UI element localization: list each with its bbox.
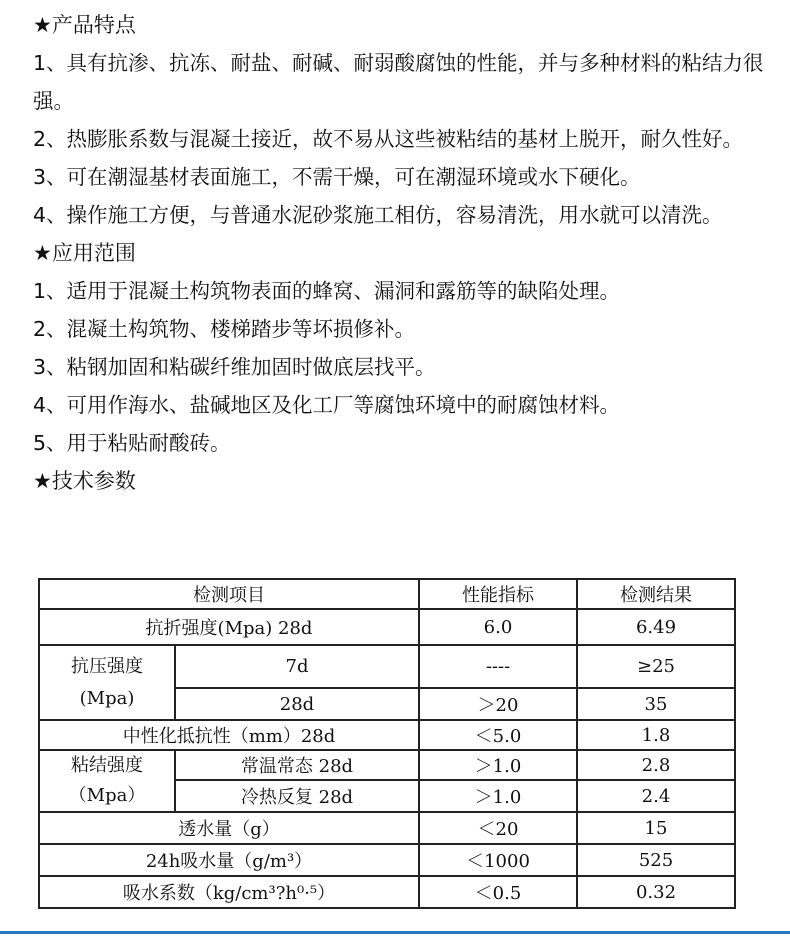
row-result: 0.32 — [577, 876, 735, 908]
header-result: 检测结果 — [577, 579, 735, 609]
table-row — [39, 812, 735, 844]
table-row — [39, 750, 735, 780]
compressive-label-line1: 抗压强度 — [71, 655, 143, 677]
row-result: 15 — [577, 812, 735, 844]
row-result: 35 — [577, 688, 735, 720]
row-result: 525 — [577, 844, 735, 876]
application-item: 5、用于粘贴耐酸砖。 — [33, 431, 231, 455]
row-spec: ＜0.5 — [419, 876, 577, 908]
row-item: 吸水系数（kg/cm³?h⁰·⁵） — [39, 876, 419, 908]
spec-table — [38, 578, 736, 909]
table-header-row — [39, 579, 735, 609]
specs-heading: ★技术参数 — [33, 469, 136, 493]
row-item: 透水量（g） — [39, 812, 419, 844]
feature-item: 4、操作施工方便，与普通水泥砂浆施工相仿，容易清洗，用水就可以清洗。 — [33, 203, 723, 227]
row-result: 6.49 — [577, 609, 735, 645]
application-item: 3、粘钢加固和粘碳纤维加固时做底层找平。 — [33, 355, 436, 379]
row-result: 1.8 — [577, 720, 735, 750]
row-spec: ＜1000 — [419, 844, 577, 876]
row-spec: ＞1.0 — [419, 780, 577, 812]
feature-item: 1、具有抗渗、抗冻、耐盐、耐碱、耐弱酸腐蚀的性能，并与多种材料的粘结力很强。 — [33, 51, 764, 113]
feature-item: 2、热膨胀系数与混凝土接近，故不易从这些被粘结的基材上脱开，耐久性好。 — [33, 127, 744, 151]
compressive-label — [39, 645, 175, 720]
bond-label-line1: 粘结强度 — [71, 755, 143, 776]
table-row — [39, 720, 735, 750]
row-spec: ＞1.0 — [419, 750, 577, 780]
bottom-rule — [0, 931, 790, 934]
compressive-label-line2: (Mpa) — [79, 687, 135, 709]
row-spec: 6.0 — [419, 609, 577, 645]
row-subitem: 28d — [175, 688, 419, 720]
table-row — [39, 844, 735, 876]
bond-label — [39, 750, 175, 812]
row-result: ≥25 — [577, 645, 735, 688]
feature-item: 3、可在潮湿基材表面施工，不需干燥，可在潮湿环境或水下硬化。 — [33, 165, 641, 189]
features-heading: ★产品特点 — [33, 13, 136, 37]
table-row — [39, 609, 735, 645]
row-spec: ＞20 — [419, 688, 577, 720]
document-body — [33, 6, 773, 500]
bond-label-line2: （Mpa） — [68, 785, 146, 806]
table-row — [39, 876, 735, 908]
row-result: 2.8 — [577, 750, 735, 780]
header-spec: 性能指标 — [419, 579, 577, 609]
header-item: 检测项目 — [39, 579, 419, 609]
application-item: 2、混凝土构筑物、楼梯踏步等坏损修补。 — [33, 317, 416, 341]
row-spec: ＜20 — [419, 812, 577, 844]
row-subitem: 7d — [175, 645, 419, 688]
row-item: 抗折强度(Mpa) 28d — [39, 609, 419, 645]
application-item: 1、适用于混凝土构筑物表面的蜂窝、漏洞和露筋等的缺陷处理。 — [33, 279, 621, 303]
row-item: 中性化抵抗性（mm）28d — [39, 720, 419, 750]
table-row — [39, 645, 735, 688]
applications-heading: ★应用范围 — [33, 241, 136, 265]
row-result: 2.4 — [577, 780, 735, 812]
application-item: 4、可用作海水、盐碱地区及化工厂等腐蚀环境中的耐腐蚀材料。 — [33, 393, 621, 417]
row-subitem: 冷热反复 28d — [175, 780, 419, 812]
row-spec: ＜5.0 — [419, 720, 577, 750]
row-spec: ---- — [419, 645, 577, 688]
row-item: 24h吸水量（g/m³） — [39, 844, 419, 876]
row-subitem: 常温常态 28d — [175, 750, 419, 780]
